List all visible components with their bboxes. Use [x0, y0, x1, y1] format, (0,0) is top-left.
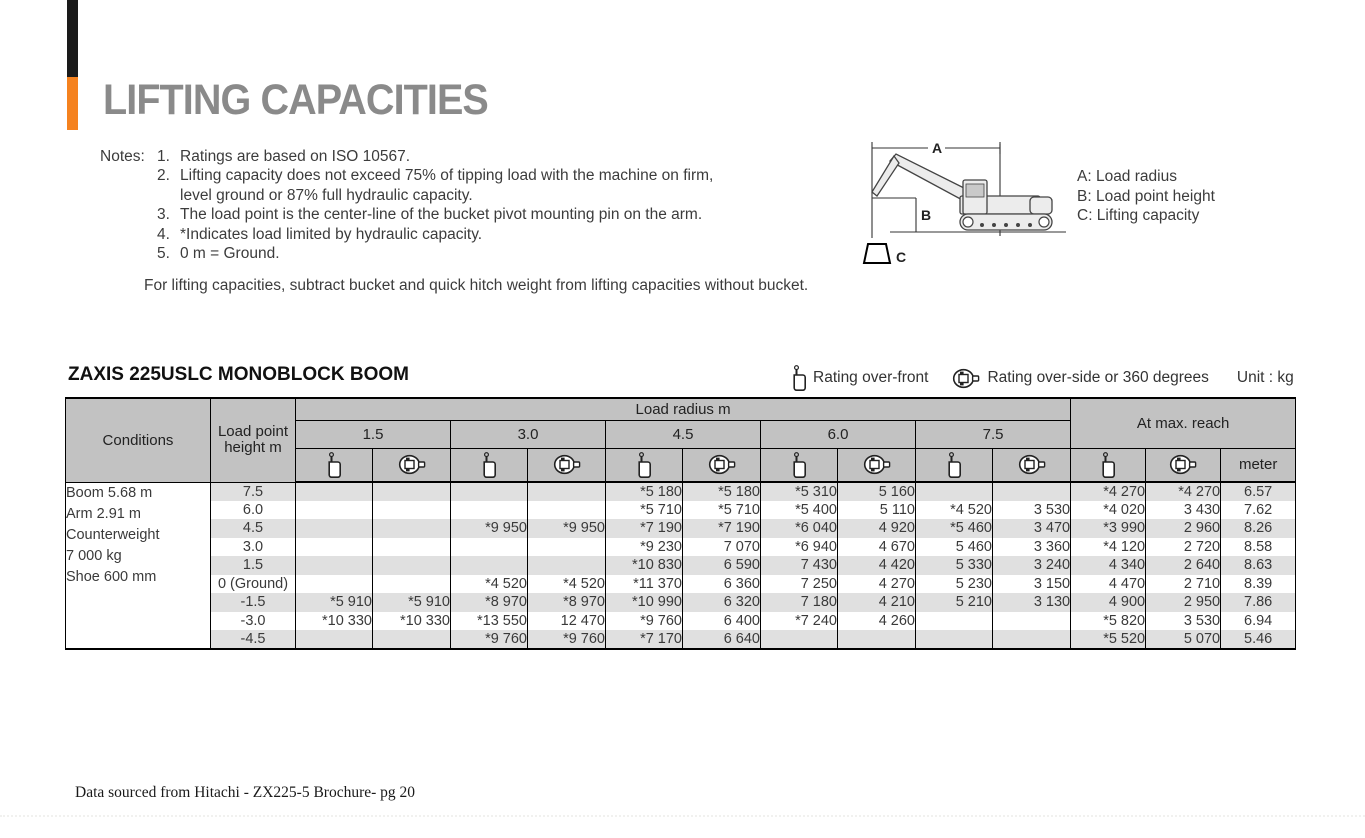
load-point-height-cell: 6.0 — [211, 501, 296, 520]
capacity-cell: 4 210 — [838, 593, 916, 612]
capacity-cell: *7 190 — [683, 519, 761, 538]
capacity-cell: 5 210 — [916, 593, 993, 612]
load-point-height-cell: 7.5 — [211, 482, 296, 501]
capacity-cell: *6 040 — [761, 519, 838, 538]
side-rating-header-cell — [683, 448, 761, 482]
capacity-cell — [373, 630, 451, 649]
max-reach-meter-cell: 8.39 — [1221, 575, 1296, 594]
capacity-cell: 3 530 — [1146, 612, 1221, 631]
capacity-cell: *10 330 — [373, 612, 451, 631]
diagram-legend — [1077, 167, 1215, 226]
note-text: The load point is the center-line of the bucket pivot mounting pin on the arm. — [180, 206, 703, 224]
capacity-cell: *9 760 — [528, 630, 606, 649]
capacity-cell — [993, 630, 1071, 649]
capacity-cell: *5 710 — [683, 501, 761, 520]
capacity-cell — [916, 612, 993, 631]
table-row — [66, 612, 1296, 631]
capacity-cell: *10 330 — [296, 612, 373, 631]
note-item — [157, 166, 732, 205]
rating-over-front-icon — [296, 452, 372, 478]
capacity-cell: *5 910 — [373, 593, 451, 612]
capacity-cell: *5 180 — [606, 482, 683, 501]
note-number: 3. — [157, 206, 170, 224]
dim-label-a: A — [932, 140, 943, 156]
radius-header: 6.0 — [761, 420, 916, 448]
capacity-cell: *9 760 — [451, 630, 528, 649]
capacity-cell: *10 830 — [606, 556, 683, 575]
capacity-cell: 2 720 — [1146, 538, 1221, 557]
diagram-legend-line: A: Load radius — [1077, 168, 1177, 185]
max-reach-meter-cell: 7.62 — [1221, 501, 1296, 520]
front-rating-header-cell — [606, 448, 683, 482]
footer-source-text: Data sourced from Hitachi - ZX225-5 Brochure- pg 20 — [75, 784, 416, 801]
capacity-cell: *8 970 — [451, 593, 528, 612]
side-rating-header-cell — [528, 448, 606, 482]
capacity-cell — [916, 482, 993, 501]
front-rating-header-cell — [296, 448, 373, 482]
capacity-cell: *4 520 — [916, 501, 993, 520]
capacity-cell — [528, 556, 606, 575]
capacity-cell: *4 520 — [451, 575, 528, 594]
note-text: *Indicates load limited by hydraulic capacity. — [180, 225, 483, 243]
capacity-cell: 3 470 — [993, 519, 1071, 538]
capacity-cell: 6 400 — [683, 612, 761, 631]
note-text: 0 m = Ground. — [180, 245, 280, 263]
capacity-cell: *5 910 — [296, 593, 373, 612]
capacity-cell: 2 950 — [1146, 593, 1221, 612]
capacity-cell — [296, 538, 373, 557]
max-reach-meter-cell: 8.63 — [1221, 556, 1296, 575]
capacity-cell — [451, 556, 528, 575]
max-reach-meter-cell: 8.26 — [1221, 519, 1296, 538]
table-row — [66, 593, 1296, 612]
page-title: LIFTING CAPACITIES — [103, 76, 488, 124]
front-rating-header-cell — [1071, 448, 1146, 482]
capacity-cell: 3 430 — [1146, 501, 1221, 520]
rating-over-side-icon — [1146, 454, 1220, 475]
capacity-cell — [373, 556, 451, 575]
capacity-cell: *4 520 — [528, 575, 606, 594]
accent-bar-orange — [67, 77, 78, 130]
condition-line: Arm 2.91 m — [66, 505, 141, 522]
condition-line: 7 000 kg — [66, 547, 122, 564]
capacity-cell: 4 270 — [838, 575, 916, 594]
note-number: 5. — [157, 245, 170, 263]
diagram-legend-line: B: Load point height — [1077, 187, 1215, 205]
capacity-cell: *9 950 — [451, 519, 528, 538]
rating-over-side-icon — [373, 454, 450, 475]
rating-over-front-icon — [793, 365, 806, 391]
capacity-cell — [373, 538, 451, 557]
capacity-cell: 5 110 — [838, 501, 916, 520]
arm-shape — [872, 156, 899, 196]
note-text: Lifting capacity does not exceed 75% of tipping load with the machine on firm, level ground or 87% full hydraulic capacity. — [180, 167, 714, 204]
accent-bar-black — [67, 0, 78, 77]
capacity-cell — [916, 630, 993, 649]
capacity-cell — [838, 630, 916, 649]
capacity-cell: 4 900 — [1071, 593, 1146, 612]
load-point-height-cell: 4.5 — [211, 519, 296, 538]
excavator-diagram — [860, 140, 1072, 272]
rating-side-label: Rating over-side or 360 degrees — [987, 369, 1209, 386]
condition-line: Boom 5.68 m — [66, 484, 153, 501]
note-item — [157, 225, 732, 244]
side-icon-slot — [952, 368, 987, 389]
capacity-cell: *5 460 — [916, 519, 993, 538]
capacity-cell: *5 180 — [683, 482, 761, 501]
rating-over-side-icon — [838, 454, 915, 475]
capacity-cell: *7 190 — [606, 519, 683, 538]
capacity-cell — [528, 501, 606, 520]
load-point-height-cell: -3.0 — [211, 612, 296, 631]
capacity-cell: 12 470 — [528, 612, 606, 631]
capacity-cell: 5 460 — [916, 538, 993, 557]
capacity-cell: 4 670 — [838, 538, 916, 557]
unit-label: Unit : kg — [1236, 369, 1294, 386]
capacity-cell — [296, 630, 373, 649]
front-icon-slot — [793, 365, 813, 391]
capacity-cell: *4 020 — [1071, 501, 1146, 520]
capacity-cell: 7 250 — [761, 575, 838, 594]
max-reach-meter-cell: 5.46 — [1221, 630, 1296, 649]
notes-label: Notes: — [100, 148, 145, 165]
capacity-cell: *8 970 — [528, 593, 606, 612]
table-row — [66, 501, 1296, 520]
note-number: 2. — [157, 167, 170, 185]
front-rating-header-cell — [916, 448, 993, 482]
capacity-cell — [761, 630, 838, 649]
capacity-cell: 3 530 — [993, 501, 1071, 520]
capacity-cell: 6 640 — [683, 630, 761, 649]
capacity-cell: 5 160 — [838, 482, 916, 501]
capacity-cell: 4 340 — [1071, 556, 1146, 575]
rating-front-label: Rating over-front — [813, 369, 929, 386]
rating-over-front-icon — [916, 452, 992, 478]
max-reach-meter-cell: 6.57 — [1221, 482, 1296, 501]
capacity-cell — [451, 482, 528, 501]
capacity-cell: 3 360 — [993, 538, 1071, 557]
front-rating-header-cell — [761, 448, 838, 482]
rating-over-side-icon — [993, 454, 1070, 475]
note-item — [157, 147, 732, 166]
condition-line: Counterweight — [66, 526, 160, 543]
capacity-cell: 3 130 — [993, 593, 1071, 612]
capacity-cell: *5 310 — [761, 482, 838, 501]
capacity-cell: 7 430 — [761, 556, 838, 575]
radius-header: 7.5 — [916, 420, 1071, 448]
side-rating-header-cell — [373, 448, 451, 482]
header-load-point: Load point height m — [211, 398, 296, 482]
capacity-cell — [993, 482, 1071, 501]
side-rating-header-cell — [838, 448, 916, 482]
capacity-cell — [296, 519, 373, 538]
capacity-cell: *7 240 — [761, 612, 838, 631]
header-load-radius: Load radius m — [296, 398, 1071, 420]
note-number: 4. — [157, 225, 170, 243]
notes-list — [157, 147, 732, 263]
max-reach-meter-cell: 8.58 — [1221, 538, 1296, 557]
capacity-cell — [373, 501, 451, 520]
capacity-cell: *5 820 — [1071, 612, 1146, 631]
capacity-cell: *3 990 — [1071, 519, 1146, 538]
capacity-cell: *5 400 — [761, 501, 838, 520]
capacity-cell: 3 150 — [993, 575, 1071, 594]
capacity-cell: 5 330 — [916, 556, 993, 575]
table-title: ZAXIS 225USLC MONOBLOCK BOOM — [68, 364, 409, 385]
table-row — [66, 556, 1296, 575]
capacity-cell: *13 550 — [451, 612, 528, 631]
header-at-max-reach: At max. reach — [1071, 398, 1296, 448]
table-row — [66, 519, 1296, 538]
table-row — [66, 630, 1296, 649]
header-meter: meter — [1221, 448, 1296, 482]
load-point-height-cell: -4.5 — [211, 630, 296, 649]
radius-header: 3.0 — [451, 420, 606, 448]
capacity-cell — [296, 575, 373, 594]
capacity-cell — [993, 612, 1071, 631]
capacity-cell — [373, 482, 451, 501]
capacity-cell: 3 240 — [993, 556, 1071, 575]
capacity-table-body — [66, 482, 1296, 649]
capacity-cell: 4 470 — [1071, 575, 1146, 594]
rating-over-front-icon — [451, 452, 527, 478]
table-row — [66, 538, 1296, 557]
capacity-cell — [528, 482, 606, 501]
rating-over-front-icon — [606, 452, 682, 478]
capacity-cell: *9 230 — [606, 538, 683, 557]
capacity-cell: 6 360 — [683, 575, 761, 594]
load-point-height-cell: -1.5 — [211, 593, 296, 612]
capacity-cell: *10 990 — [606, 593, 683, 612]
capacity-cell — [528, 538, 606, 557]
rating-over-side-icon — [683, 454, 760, 475]
capacity-cell: 4 260 — [838, 612, 916, 631]
capacity-cell: 5 070 — [1146, 630, 1221, 649]
dim-label-c: C — [896, 249, 907, 265]
capacity-cell: 2 640 — [1146, 556, 1221, 575]
load-point-height-cell: 0 (Ground) — [211, 575, 296, 594]
capacity-cell — [451, 538, 528, 557]
capacity-cell: *11 370 — [606, 575, 683, 594]
page-edge-artifact — [0, 815, 1365, 817]
radius-header: 4.5 — [606, 420, 761, 448]
side-rating-header-cell — [993, 448, 1071, 482]
max-reach-meter-cell: 6.94 — [1221, 612, 1296, 631]
rating-over-front-icon — [761, 452, 837, 478]
capacity-cell: 7 180 — [761, 593, 838, 612]
table-row — [66, 575, 1296, 594]
capacity-cell: 2 710 — [1146, 575, 1221, 594]
lifting-footnote: For lifting capacities, subtract bucket and quick hitch weight from lifting capacities without bucket. — [144, 277, 809, 294]
capacity-cell: *6 940 — [761, 538, 838, 557]
boom-shape — [890, 154, 972, 202]
capacity-cell: *9 950 — [528, 519, 606, 538]
note-item — [157, 244, 732, 263]
capacity-cell: *5 520 — [1071, 630, 1146, 649]
load-point-height-cell: 3.0 — [211, 538, 296, 557]
dim-label-b: B — [921, 207, 932, 223]
note-text: Ratings are based on ISO 10567. — [180, 148, 411, 165]
condition-line: Shoe 600 mm — [66, 568, 157, 585]
capacity-cell: 6 320 — [683, 593, 761, 612]
rating-over-side-icon — [528, 454, 605, 475]
rating-over-side-icon — [952, 368, 980, 389]
capacity-cell: *4 120 — [1071, 538, 1146, 557]
header-conditions: Conditions — [66, 398, 211, 482]
capacity-cell: 6 590 — [683, 556, 761, 575]
table-row — [66, 482, 1296, 501]
capacity-table — [65, 397, 1296, 650]
capacity-cell: 4 920 — [838, 519, 916, 538]
diagram-legend-line: C: Lifting capacity — [1077, 207, 1200, 224]
capacity-cell: *5 710 — [606, 501, 683, 520]
capacity-cell — [451, 501, 528, 520]
capacity-cell — [296, 501, 373, 520]
front-rating-header-cell — [451, 448, 528, 482]
capacity-cell — [296, 556, 373, 575]
capacity-cell: 4 420 — [838, 556, 916, 575]
load-point-height-cell: 1.5 — [211, 556, 296, 575]
capacity-cell: *4 270 — [1071, 482, 1146, 501]
side-rating-header-cell — [1146, 448, 1221, 482]
capacity-cell: 5 230 — [916, 575, 993, 594]
capacity-cell: 7 070 — [683, 538, 761, 557]
capacity-cell — [373, 519, 451, 538]
capacity-cell: *9 760 — [606, 612, 683, 631]
capacity-cell — [373, 575, 451, 594]
rating-over-front-icon — [1071, 452, 1145, 478]
conditions-cell — [66, 482, 211, 649]
capacity-cell: *7 170 — [606, 630, 683, 649]
note-item — [157, 205, 732, 224]
radius-header: 1.5 — [296, 420, 451, 448]
capacity-cell — [296, 482, 373, 501]
note-number: 1. — [157, 148, 170, 165]
capacity-cell: 2 960 — [1146, 519, 1221, 538]
capacity-cell: *4 270 — [1146, 482, 1221, 501]
max-reach-meter-cell: 7.86 — [1221, 593, 1296, 612]
rating-legend — [793, 363, 1294, 393]
